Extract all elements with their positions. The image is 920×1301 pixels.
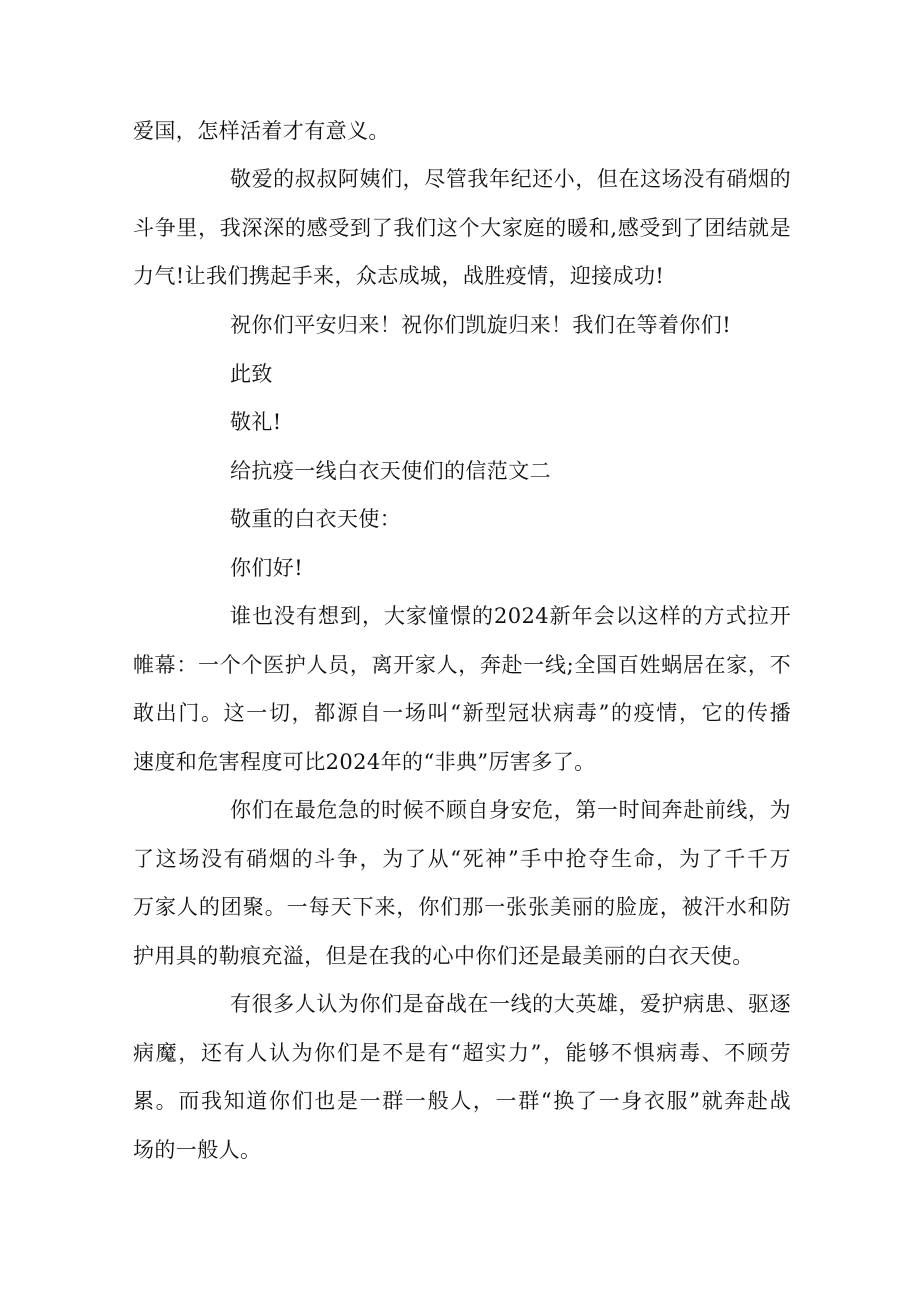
text-line: 谁也没有想到，大家憧憬的2024新年会以这样的方式拉开 <box>230 604 791 628</box>
text-line: 了这场没有硝烟的斗争，为了从“死神”手中抢夺生命，为了千千万 <box>133 847 791 871</box>
text-line: 累。而我知道你们也是一群一般人，一群“换了一身衣服”就奔赴战 <box>133 1089 791 1113</box>
greeting: 你们好! <box>230 556 304 580</box>
text-line: 护用具的勒痕充溢，但是在我的心中你们还是最美丽的白衣天使。 <box>133 944 754 968</box>
text-line: 万家人的团聚。一每天下来，你们那一张张美丽的脸庞，被汗水和防 <box>133 895 791 919</box>
section-title: 给抗疫一线白衣天使们的信范文二 <box>230 459 551 483</box>
text-line: 力气!让我们携起手来，众志成城，战胜疫情，迎接成功! <box>133 264 665 288</box>
closing-jingli: 敬礼! <box>230 410 282 434</box>
text-line: 敢出门。这一切，都源自一场叫“新型冠状病毒”的疫情，它的传播 <box>133 701 791 725</box>
salutation: 敬重的白衣天使： <box>230 507 402 531</box>
text-line: 帷幕：一个个医护人员，离开家人，奔赴一线;全国百姓蜗居在家，不 <box>133 653 791 677</box>
text-line: 你们在最危急的时候不顾自身安危，第一时间奔赴前线，为 <box>230 798 791 822</box>
text-line: 爱国，怎样活着才有意义。 <box>133 119 390 143</box>
text-line: 斗争里，我深深的感受到了我们这个大家庭的暖和,感受到了团结就是 <box>133 216 791 240</box>
text-line: 祝你们平安归来！祝你们凯旋归来！我们在等着你们! <box>230 313 732 337</box>
text-line: 病魔，还有人认为你们是不是有“超实力”，能够不惧病毒、不顾劳 <box>133 1041 791 1065</box>
text-line: 有很多人认为你们是奋战在一线的大英雄，爱护病患、驱逐 <box>230 992 791 1016</box>
text-line: 场的一般人。 <box>133 1138 262 1162</box>
text-line: 敬爱的叔叔阿姨们，尽管我年纪还小，但在这场没有硝烟的 <box>230 167 791 191</box>
closing-cizhi: 此致 <box>230 362 273 386</box>
text-line: 速度和危害程度可比2024年的“非典”厉害多了。 <box>133 750 596 774</box>
